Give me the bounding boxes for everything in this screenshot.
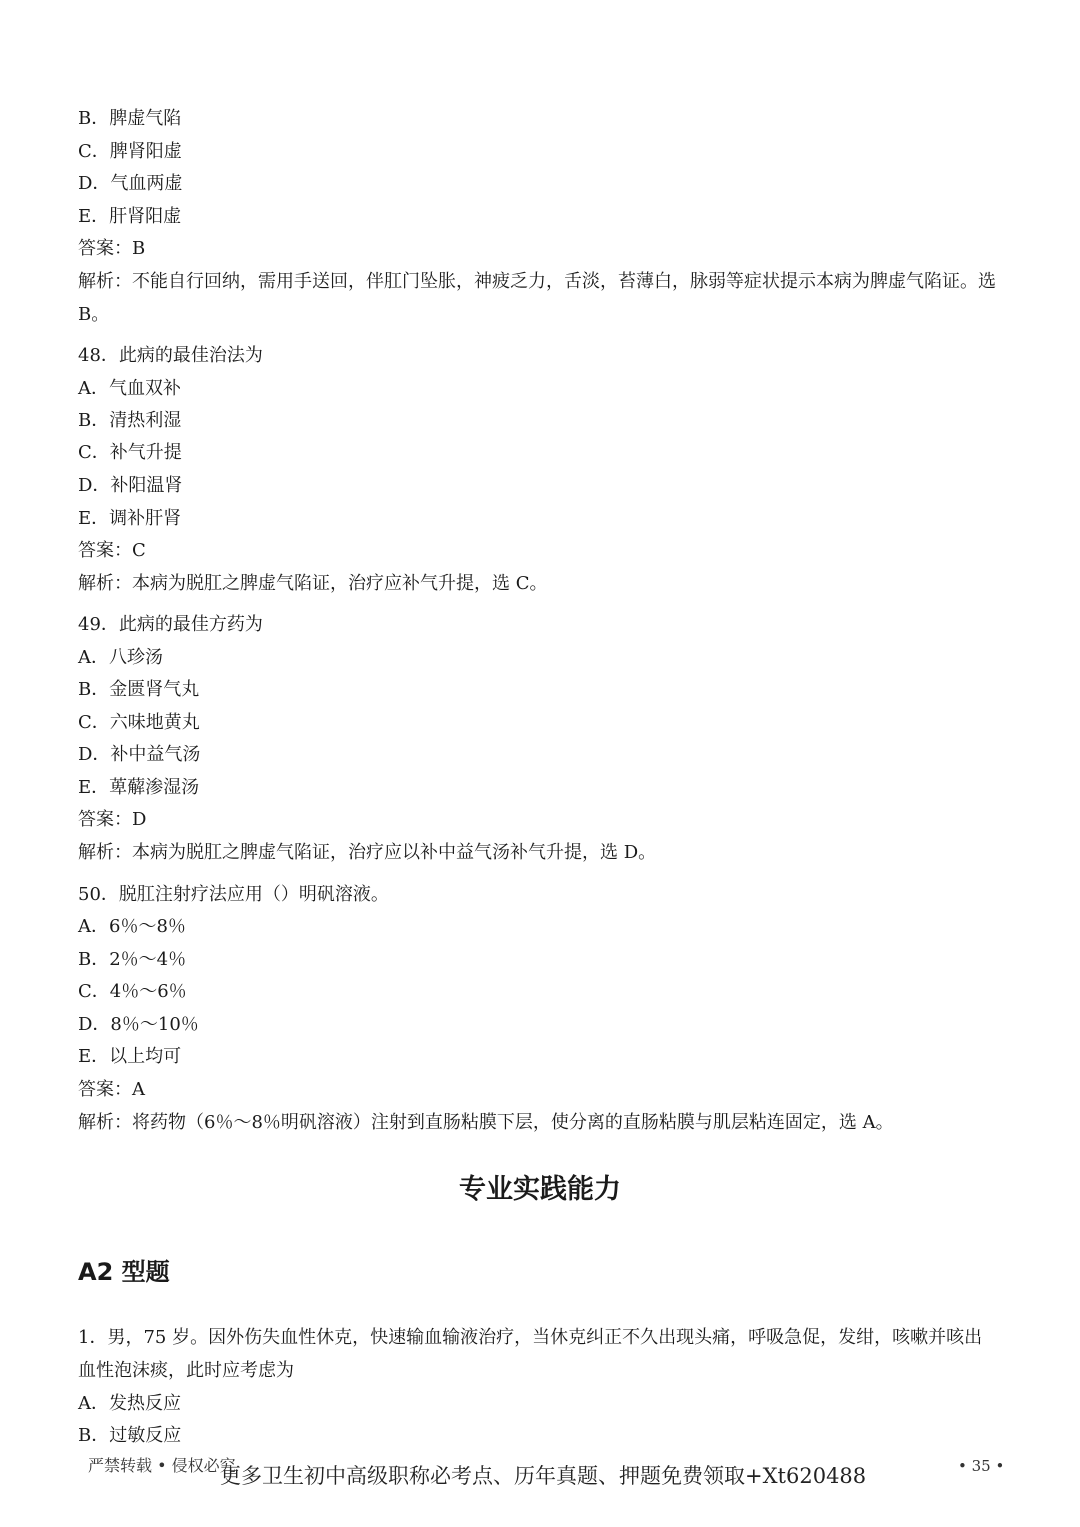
subsection-title: A2 型题 (78, 1258, 170, 1286)
answer: 答案：A (78, 1079, 145, 1100)
answer: 答案：C (78, 540, 146, 561)
option-e: E．萆薢渗湿汤 (78, 777, 200, 798)
question-50: 50．脱肛注射疗法应用（）明矾溶液。 (78, 884, 389, 905)
option-b: B．清热利湿 (78, 410, 182, 431)
analysis: 解析：本病为脱肛之脾虚气陷证，治疗应以补中益气汤补气升提，选 D。 (78, 842, 657, 863)
option-c: C．六味地黄丸 (78, 712, 200, 733)
option-c: C．补气升提 (78, 442, 182, 463)
option-d: D．补中益气汤 (78, 744, 201, 765)
option-a: A．八珍汤 (78, 647, 163, 668)
question-1-stem: 1．男，75 岁。因外伤失血性休克，快速输血输液治疗，当休克纠正不久出现头痛，呼吸急促，发绀，咳嗽并咳出血性泡沫痰，此时应考虑为 (78, 1327, 983, 1381)
option-e: E．以上均可 (78, 1046, 182, 1067)
option-d: D．8％～10％ (78, 1014, 199, 1035)
page-number: • 35 • (958, 1457, 1005, 1475)
option-d: D．气血两虚 (78, 173, 183, 194)
option-a: A．发热反应 (78, 1393, 181, 1414)
question-48: 48．此病的最佳治法为 (78, 345, 263, 366)
analysis: 解析：本病为脱肛之脾虚气陷证，治疗应补气升提，选 C。 (78, 573, 548, 594)
option-c: C．4％～6％ (78, 981, 187, 1002)
option-a: A．6％～8％ (78, 916, 186, 937)
answer: 答案：B (78, 238, 146, 259)
option-b: B．过敏反应 (78, 1425, 182, 1446)
analysis-paragraph: 解析：不能自行回纳，需用手送回，伴肛门坠胀，神疲乏力，舌淡，苔薄白，脉弱等症状提示本病为脾虚气陷证。选 B。 (78, 271, 996, 325)
option-e: E．调补肝肾 (78, 508, 182, 529)
analysis: 解析：将药物（6％～8％明矾溶液）注射到直肠粘膜下层，使分离的直肠粘膜与肌层粘连固定，选 A。 (78, 1112, 894, 1133)
watermark-text: 更多卫生初中高级职称必考点、历年真题、押题免费领取+Xt620488 (220, 1464, 867, 1488)
option-d: D．补阳温肾 (78, 475, 183, 496)
option-b: B．脾虚气陷 (78, 108, 182, 129)
section-title: 专业实践能力 (459, 1174, 621, 1205)
option-e: E．肝肾阳虚 (78, 206, 182, 227)
footer-copyright: 严禁转载 • 侵权必究 (88, 1456, 236, 1475)
answer: 答案：D (78, 809, 147, 830)
option-b: B．金匮肾气丸 (78, 679, 200, 700)
option-b: B．2％～4％ (78, 949, 187, 970)
option-c: C．脾肾阳虚 (78, 141, 182, 162)
question-49: 49．此病的最佳方药为 (78, 614, 263, 635)
option-a: A．气血双补 (78, 378, 181, 399)
